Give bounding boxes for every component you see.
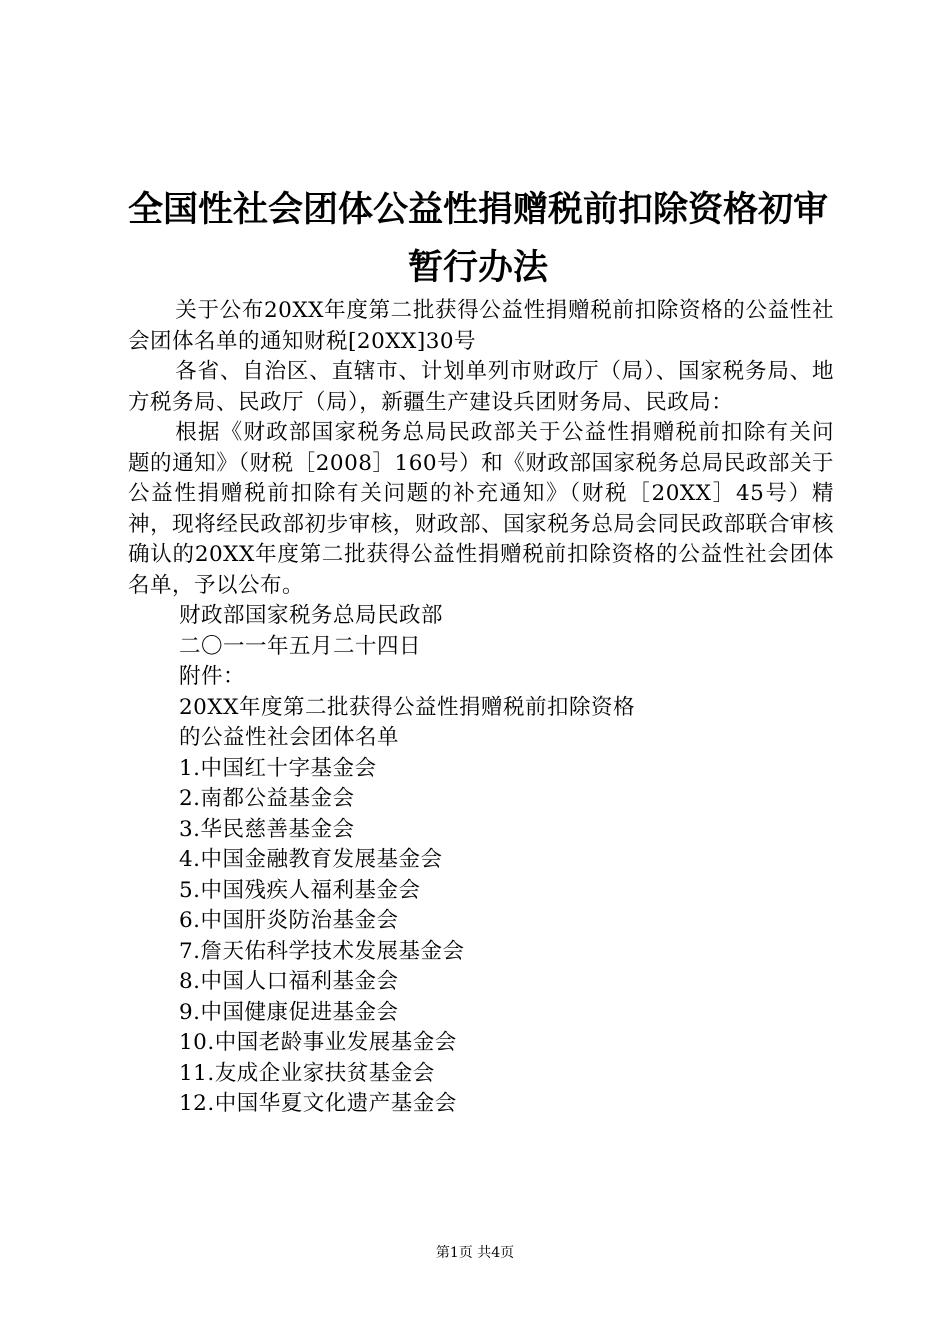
list-item: 6.中国肝炎防治基金会 [179,908,399,933]
page-footer: 第1页 共4页 [435,1245,515,1261]
document-title-line-1: 全国性社会团体公益性捐赠税前扣除资格初审 [127,190,828,230]
list-item: 7.詹天佑科学技术发展基金会 [179,938,465,964]
notice-title-paragraph: 关于公布20XX年度第二批获得公益性捐赠税前扣除资格的公益性社会团体名单的通知财税[20XX]30号 [128,298,834,354]
list-item: 9.中国健康促进基金会 [179,999,399,1025]
signatory: 财政部国家税务总局民政部 [179,603,444,628]
list-item: 10.中国老龄事业发展基金会 [179,1030,457,1055]
attachment-title-line-2: 的公益性社会团体名单 [179,725,400,750]
document-body [128,296,834,1120]
list-item: 8.中国人口福利基金会 [179,969,399,994]
issue-date: 二〇一一年五月二十四日 [179,633,422,659]
list-item: 5.中国残疾人福利基金会 [179,877,421,903]
list-item: 3.华民慈善基金会 [179,816,355,842]
attachment-label: 附件： [179,664,246,689]
list-item: 1.中国红十字基金会 [179,755,377,781]
list-item: 2.南都公益基金会 [179,786,355,811]
list-item: 11.友成企业家扶贫基金会 [179,1060,435,1086]
main-paragraph: 根据《财政部国家税务总局民政部关于公益性捐赠税前扣除有关问题的通知》（财税［2008］160号）和《财政部国家税务总局民政部关于公益性捐赠税前扣除有关问题的补充通知》（财税［20XX］45号）精神，现将经民政部初步审核，财政部、国家税务总局会同民政部联合审核确认的20XX年度第二批获得公益性捐赠税前扣除资格的公益性社会团体名单，予以公布。 [128,420,834,598]
attachment-title-line-1: 20XX年度第二批获得公益性捐赠税前扣除资格 [179,694,635,720]
list-item: 4.中国金融教育发展基金会 [179,847,443,872]
list-item: 12.中国华夏文化遗产基金会 [179,1091,457,1116]
addressee-paragraph: 各省、自治区、直辖市、计划单列市财政厅（局）、国家税务局、地方税务局、民政厅（局），新疆生产建设兵团财务局、民政局： [128,359,834,415]
document-title-line-2: 暂行办法 [407,248,548,288]
